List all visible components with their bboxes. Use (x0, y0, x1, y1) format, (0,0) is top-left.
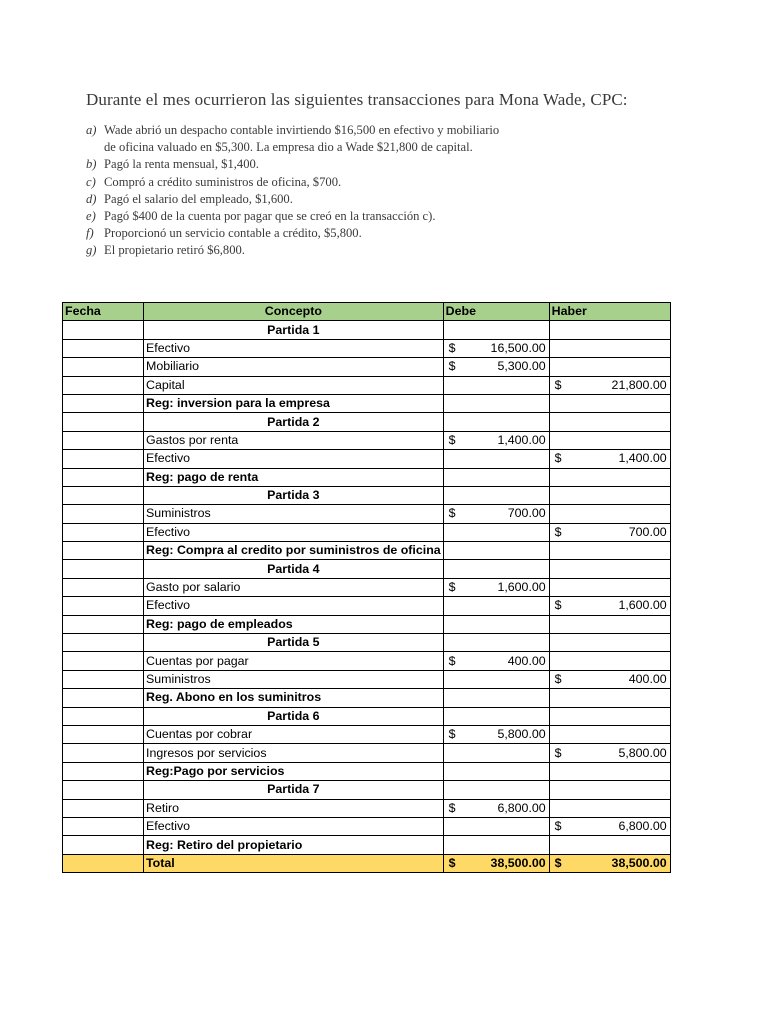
cell-debe (443, 597, 549, 615)
partida-heading: Partida 7 (144, 781, 444, 799)
amount-value: 5,800.00 (497, 727, 546, 742)
cell-haber (549, 578, 670, 596)
currency-symbol: $ (448, 340, 456, 355)
currency-symbol: $ (554, 451, 562, 466)
cell-fecha (63, 854, 144, 872)
account-name: Mobiliario (144, 358, 444, 376)
table-row (63, 689, 671, 707)
cell-fecha (63, 542, 144, 560)
total-debe (443, 854, 549, 872)
table-row (63, 799, 671, 817)
table-row (63, 358, 671, 376)
cell-fecha (63, 634, 144, 652)
transaction-letter: f) (86, 226, 94, 241)
currency-symbol: $ (554, 819, 562, 834)
cell-debe (443, 486, 549, 504)
problem-title: Durante el mes ocurrieron las siguientes transacciones para Mona Wade, CPC: (86, 90, 628, 109)
cell-fecha (63, 615, 144, 633)
cell-haber (549, 505, 670, 523)
transaction-item (86, 174, 706, 191)
cell-debe (443, 615, 549, 633)
table-row (63, 560, 671, 578)
cell-fecha (63, 799, 144, 817)
cell-haber (549, 725, 670, 743)
table-row (63, 670, 671, 688)
currency-symbol: $ (554, 855, 562, 870)
cell-debe (443, 652, 549, 670)
entry-description: Reg:Pago por servicios (144, 762, 444, 780)
cell-debe (443, 542, 549, 560)
cell-debe (443, 744, 549, 762)
transaction-letter: e) (86, 209, 96, 224)
currency-symbol: $ (448, 727, 456, 742)
cell-haber (549, 836, 670, 854)
cell-debe (443, 321, 549, 339)
cell-debe (443, 358, 549, 376)
cell-fecha (63, 413, 144, 431)
cell-debe (443, 523, 549, 541)
cell-haber (549, 321, 670, 339)
cell-debe (443, 799, 549, 817)
currency-symbol: $ (448, 359, 456, 374)
partida-heading: Partida 1 (144, 321, 444, 339)
table-row (63, 486, 671, 504)
table-row (63, 836, 671, 854)
currency-symbol: $ (448, 855, 456, 870)
cell-debe (443, 339, 549, 357)
entry-description: Reg. Abono en los suminitros (144, 689, 444, 707)
cell-haber (549, 468, 670, 486)
currency-symbol: $ (554, 598, 562, 613)
amount-value: 38,500.00 (490, 855, 546, 870)
cell-debe (443, 431, 549, 449)
transaction-text: Proporcionó un servicio contable a crédito, $5,800. (104, 226, 362, 241)
cell-debe (443, 634, 549, 652)
table-row (63, 781, 671, 799)
table-row (63, 339, 671, 357)
cell-fecha (63, 376, 144, 394)
amount-value: 5,800.00 (618, 745, 667, 760)
cell-fecha (63, 670, 144, 688)
cell-fecha (63, 468, 144, 486)
currency-symbol: $ (448, 580, 456, 595)
cell-haber (549, 358, 670, 376)
currency-symbol: $ (448, 506, 456, 521)
currency-symbol: $ (554, 524, 562, 539)
table-row (63, 725, 671, 743)
cell-debe (443, 578, 549, 596)
header-haber: Haber (549, 303, 670, 321)
table-row (63, 431, 671, 449)
cell-haber (549, 781, 670, 799)
partida-heading: Partida 6 (144, 707, 444, 725)
cell-haber (549, 597, 670, 615)
cell-haber (549, 652, 670, 670)
journal-table (62, 302, 671, 873)
cell-debe (443, 670, 549, 688)
cell-fecha (63, 744, 144, 762)
partida-heading: Partida 5 (144, 634, 444, 652)
table-row (63, 762, 671, 780)
table-row (63, 707, 671, 725)
account-name: Efectivo (144, 597, 444, 615)
transaction-item (86, 156, 706, 173)
transaction-text: Pagó la renta mensual, $1,400. (104, 157, 259, 172)
table-row (63, 615, 671, 633)
transaction-item (86, 242, 706, 259)
table-row (63, 413, 671, 431)
cell-haber (549, 762, 670, 780)
cell-haber (549, 339, 670, 357)
currency-symbol: $ (448, 653, 456, 668)
table-row (63, 376, 671, 394)
cell-debe (443, 725, 549, 743)
cell-fecha (63, 321, 144, 339)
amount-value: 6,800.00 (618, 819, 667, 834)
cell-haber (549, 689, 670, 707)
cell-haber (549, 431, 670, 449)
table-row (63, 394, 671, 412)
cell-fecha (63, 725, 144, 743)
cell-debe (443, 707, 549, 725)
transaction-letter: a) (86, 123, 97, 137)
cell-haber (549, 799, 670, 817)
cell-haber (549, 394, 670, 412)
cell-fecha (63, 394, 144, 412)
amount-value: 5,300.00 (497, 359, 546, 374)
account-name: Efectivo (144, 817, 444, 835)
transaction-text: Pagó $400 de la cuenta por pagar que se creó en la transacción c). (104, 209, 436, 224)
account-name: Retiro (144, 799, 444, 817)
account-name: Suministros (144, 670, 444, 688)
account-name: Capital (144, 376, 444, 394)
account-name: Gastos por renta (144, 431, 444, 449)
cell-debe (443, 450, 549, 468)
cell-debe (443, 468, 549, 486)
transaction-item (86, 225, 706, 242)
table-row (63, 505, 671, 523)
currency-symbol: $ (554, 672, 562, 686)
account-name: Ingresos por servicios (144, 744, 444, 762)
entry-description: Reg: Compra al credito por suministros de oficina (144, 542, 444, 560)
transaction-list (86, 122, 706, 260)
cell-haber (549, 560, 670, 578)
cell-debe (443, 560, 549, 578)
cell-debe (443, 376, 549, 394)
currency-symbol: $ (448, 800, 456, 815)
table-row (63, 321, 671, 339)
cell-fecha (63, 431, 144, 449)
cell-debe (443, 836, 549, 854)
account-name: Efectivo (144, 450, 444, 468)
cell-fecha (63, 339, 144, 357)
total-label: Total (144, 854, 444, 872)
transaction-letter: c) (86, 174, 96, 189)
cell-debe (443, 689, 549, 707)
table-row (63, 578, 671, 596)
cell-fecha (63, 358, 144, 376)
table-row (63, 652, 671, 670)
table-row (63, 450, 671, 468)
amount-value: 400.00 (507, 653, 546, 668)
table-row (63, 634, 671, 652)
cell-haber (549, 413, 670, 431)
table-row (63, 542, 671, 560)
cell-haber (549, 670, 670, 688)
cell-fecha (63, 689, 144, 707)
table-row (63, 597, 671, 615)
cell-debe (443, 781, 549, 799)
cell-debe (443, 413, 549, 431)
amount-value: 400.00 (628, 672, 667, 686)
amount-value: 1,400.00 (618, 451, 667, 466)
currency-symbol: $ (554, 377, 562, 392)
cell-fecha (63, 486, 144, 504)
cell-fecha (63, 560, 144, 578)
cell-haber (549, 450, 670, 468)
cell-haber (549, 615, 670, 633)
account-name: Efectivo (144, 339, 444, 357)
transaction-item (86, 191, 706, 208)
partida-heading: Partida 4 (144, 560, 444, 578)
cell-fecha (63, 597, 144, 615)
cell-fecha (63, 707, 144, 725)
table-row (63, 468, 671, 486)
account-name: Cuentas por pagar (144, 652, 444, 670)
cell-haber (549, 376, 670, 394)
cell-haber (549, 707, 670, 725)
amount-value: 21,800.00 (611, 377, 667, 392)
cell-debe (443, 394, 549, 412)
account-name: Suministros (144, 505, 444, 523)
cell-haber (549, 486, 670, 504)
transaction-text: Compró a crédito suministros de oficina, $700. (104, 174, 342, 189)
account-name: Cuentas por cobrar (144, 725, 444, 743)
currency-symbol: $ (448, 432, 456, 447)
amount-value: 16,500.00 (490, 340, 546, 355)
cell-debe (443, 505, 549, 523)
account-name: Efectivo (144, 523, 444, 541)
cell-haber (549, 817, 670, 835)
cell-haber (549, 634, 670, 652)
cell-fecha (63, 781, 144, 799)
transaction-text: El propietario retiró $6,800. (104, 243, 245, 258)
cell-haber (549, 523, 670, 541)
amount-value: 38,500.00 (611, 855, 667, 870)
amount-value: 1,400.00 (497, 432, 546, 447)
cell-haber (549, 744, 670, 762)
cell-haber (549, 542, 670, 560)
table-row (63, 523, 671, 541)
transaction-letter: d) (86, 191, 97, 206)
amount-value: 1,600.00 (618, 598, 667, 613)
transaction-text: Wade abrió un despacho contable invirtiendo $16,500 en efectivo y mobiliario de oficina valuado en $5,300. La empresa dio a Wade $21,800 de capital. (104, 123, 500, 155)
entry-description: Reg: pago de renta (144, 468, 444, 486)
amount-value: 1,600.00 (497, 580, 546, 595)
transaction-item (86, 122, 706, 156)
transaction-letter: g) (86, 243, 97, 258)
amount-value: 700.00 (507, 506, 546, 521)
header-debe: Debe (443, 303, 549, 321)
cell-debe (443, 762, 549, 780)
entry-description: Reg: Retiro del propietario (144, 836, 444, 854)
problem-statement (86, 90, 706, 260)
cell-fecha (63, 578, 144, 596)
cell-fecha (63, 652, 144, 670)
table-row (63, 744, 671, 762)
total-row (63, 854, 671, 872)
currency-symbol: $ (554, 745, 562, 760)
header-fecha: Fecha (63, 303, 144, 321)
cell-debe (443, 817, 549, 835)
total-haber (549, 854, 670, 872)
cell-fecha (63, 762, 144, 780)
cell-fecha (63, 523, 144, 541)
transaction-letter: b) (86, 157, 97, 172)
table-row (63, 817, 671, 835)
amount-value: 6,800.00 (497, 800, 546, 815)
partida-heading: Partida 2 (144, 413, 444, 431)
transaction-item (86, 208, 706, 225)
table-header-row (63, 303, 671, 321)
cell-fecha (63, 836, 144, 854)
account-name: Gasto por salario (144, 578, 444, 596)
transaction-text: Pagó el salario del empleado, $1,600. (104, 191, 293, 206)
amount-value: 700.00 (628, 524, 667, 539)
partida-heading: Partida 3 (144, 486, 444, 504)
entry-description: Reg: inversion para la empresa (144, 394, 444, 412)
entry-description: Reg: pago de empleados (144, 615, 444, 633)
cell-fecha (63, 505, 144, 523)
header-concepto: Concepto (144, 303, 444, 321)
cell-fecha (63, 450, 144, 468)
cell-fecha (63, 817, 144, 835)
